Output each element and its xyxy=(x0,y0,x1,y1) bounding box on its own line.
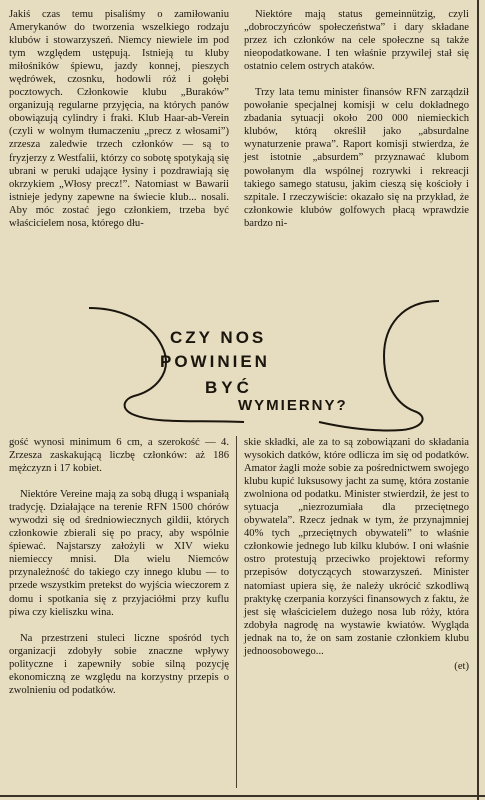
headline-line-3: BYĆ xyxy=(205,378,253,397)
page-border-right xyxy=(477,0,479,800)
article-column-3 xyxy=(9,436,229,697)
headline-line-2: POWINIEN xyxy=(160,352,270,371)
author-signature: (et) xyxy=(454,660,469,672)
headline-line-1: CZY NOS xyxy=(170,328,267,347)
article-column-4 xyxy=(244,436,469,673)
paragraph: gość wynosi minimum 6 cm, a szerokość — 4. Zrzesza zaskakującą liczbę członków: aż 186 mężczyzn i 17 kobiet. xyxy=(9,437,229,475)
paragraph: Jakiś czas temu pisaliśmy o zamiłowaniu Amerykanów do tworzenia wszelkiego rodzaju klubów i stowarzyszeń. Niemcy niewiele im pod tym względem ustępują. Istnieją tu kluby miłośników śpiewu, jazdy konnej, pieszych wędrówek, czosnku, hodowli róż i gołębi pocztowych. Członkowie klubu „Buraków” organizują regularne przyjęcia, na których panów obowiązują cylindry i fraki. Klub Haar-ab-Verein (czyli w wolnym tłumaczeniu „precz z włosami”) zrzesza zaledwie trzech członków — są to fryzjerzy z Westfalii, którzy co sobotę spotykają się ubrani w peruki udające łysiny i pozdrawiają się okrzykiem „Włosy precz!”. Natomiast w Bawarii istnieje jedyny zapewne na świecie klub... nosali. Aby móc zostać jego członkiem, trzeba być właścicielem nosa, którego dłu- xyxy=(9,9,229,229)
column-divider xyxy=(236,436,237,788)
page-border-bottom xyxy=(0,795,485,797)
paragraph: Na przestrzeni stuleci liczne spośród tych organizacji zdobyły sobie znaczne wpływy polityczne i zapewniły sobie silną pozycję ekonomiczną ze względu na korzystny przepis o zwolnieniu od podatków. xyxy=(9,632,229,696)
article-column-2 xyxy=(244,8,469,230)
headline xyxy=(130,326,370,430)
paragraph: Niektóre Vereine mają za sobą długą i wspaniałą tradycję. Działające na terenie RFN 1500 chórów wywodzi się od średniowiecznych gildii, których członkowie zbierali się po pracy, aby wspólnie śpiewać. Najstarszy założyli w XIV wieku niemieccy mnisi. Dla wielu Niemców przynależność do takiego czy innego klubu — to przede wszystkim pretekst do wyjścia wieczorem z domu i spotkania się z przyjaciółmi przy kuflu piwa czy kieliszku wina. xyxy=(9,489,229,618)
paragraph: Niektóre mają status gemeinnützig, czyli „dobroczyńców społeczeństwa” i dary składane przez ich członków na cele społeczne są także nieopodatkowane. I ten właśnie przywilej stał się ostatnio celem ostrych ataków. xyxy=(244,9,469,73)
paragraph: skie składki, ale za to są zobowiązani do składania wysokich datków, które odlicza im się od podatków. Amator żagli może sobie za pośrednictwem swojego klubu kupić luksusowy jacht za sumę, która zostanie zwolniona od podatku. Minister stwierdził, że jest to sytuacja „niezrozumiała dla przeciętnego obywatela”. Rzecz jednak w tym, że przynajmniej 40% tych „przeciętnych obywateli” to właśnie członkowie jednego lub kilku klubów. I oni właśnie ostro protestują przeciwko projektowi reformy przepisów dotyczących stowarzyszeń. Minister natomiast upiera się, że należy ukrócić szkodliwą praktykę czerpania korzyści finansowych z faktu, że jest się właścicielem dużego nosa lub róży, która zdobyła nagrodę na wystawie kwiatów. Wygląda jednak na to, że on sam zostanie członkiem klubu jednoosobowego... xyxy=(244,437,469,657)
article-column-1 xyxy=(9,8,229,230)
paragraph: Trzy lata temu minister finansów RFN zarządził powołanie specjalnej komisji w celu dokładnego zbadania sytuacji około 200 000 niemieckich klubów, którą określił jako „absurdalne wynaturzenie prawa”. Raport komisji stwierdza, że jest istotnie „absurdem” przyznawać klubom powołanym dla wspólnej rozrywki i rekreacji takiego samego statusu, jakim cieszą się kościoły i szpitale. I rzeczywiście: okazało się na przykład, że członkowie klubów golfowych płacą wprawdzie bardzo ni- xyxy=(244,87,469,229)
headline-line-4: WYMIERNY? xyxy=(238,397,348,414)
